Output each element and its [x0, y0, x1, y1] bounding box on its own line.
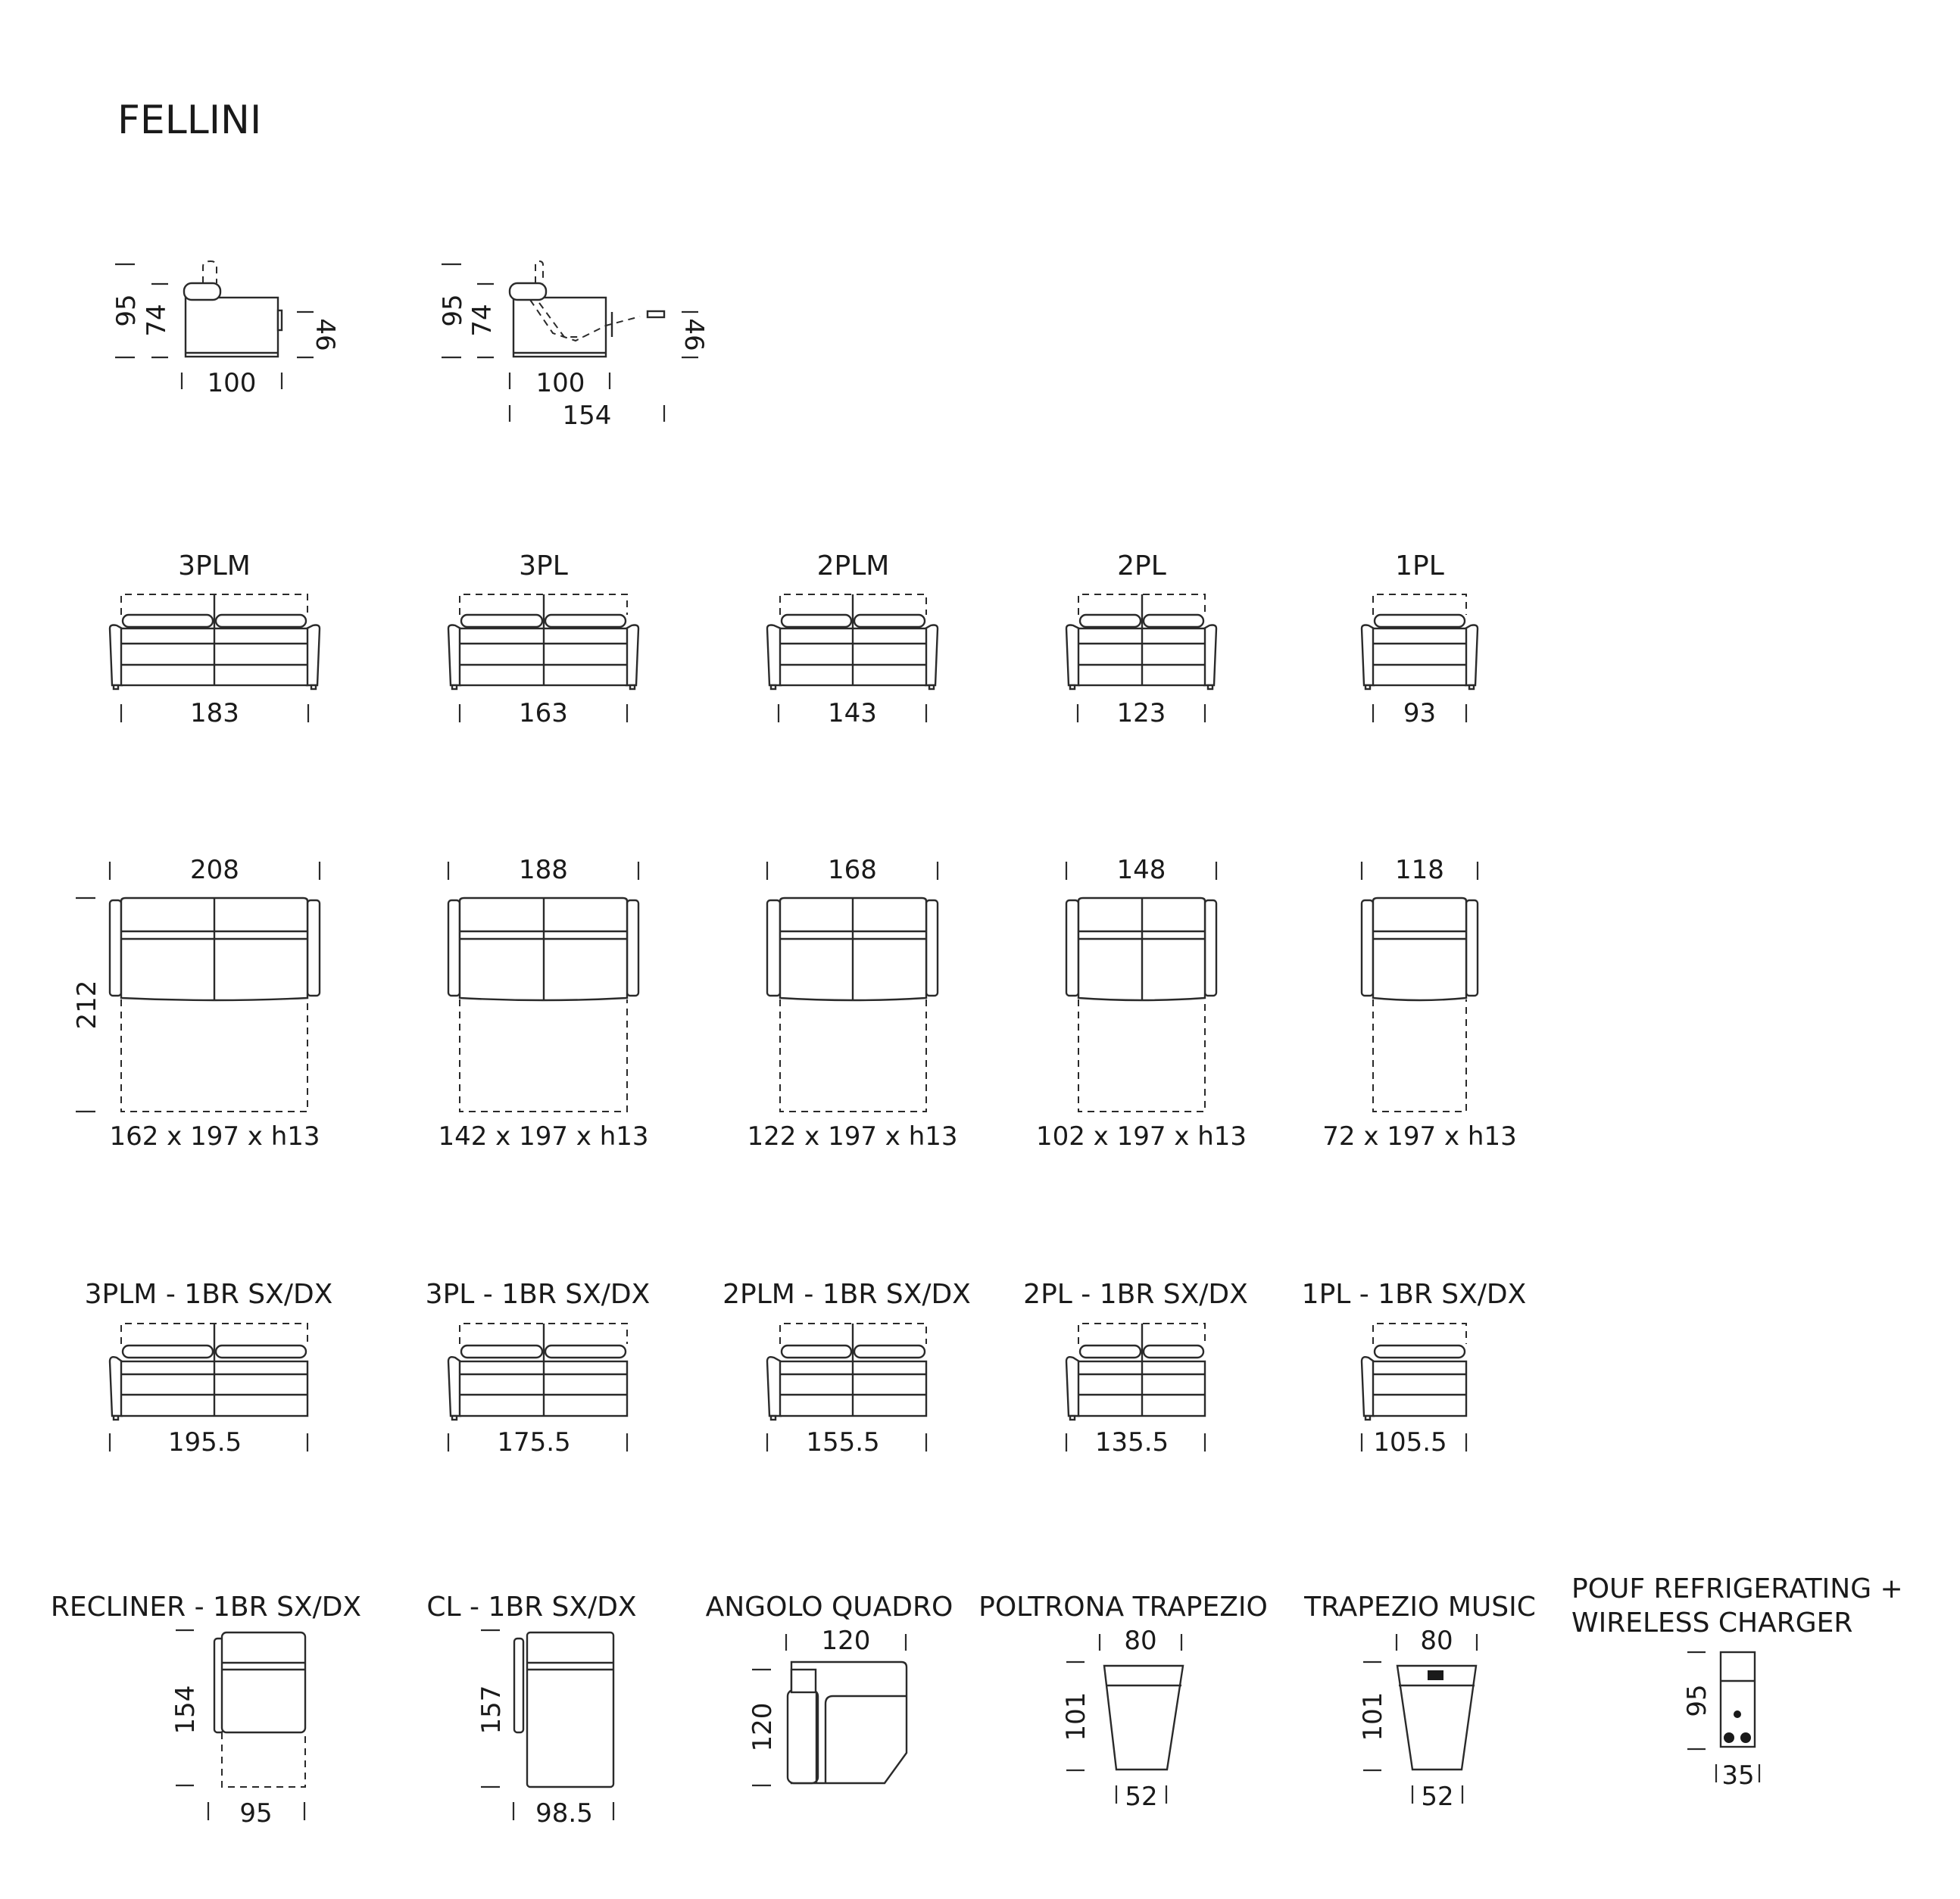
bed-view-item	[1036, 855, 1247, 1152]
bed-module-width: 118	[1395, 855, 1444, 885]
module-label: 1PL	[1395, 550, 1444, 582]
bed-size: 122 x 197 x h13	[747, 1121, 958, 1152]
bed-module-width: 188	[519, 855, 568, 885]
module-width: 143	[828, 698, 877, 728]
charger-dot-icon	[1740, 1732, 1751, 1743]
music-height: 101	[1358, 1692, 1388, 1742]
angolo-label: ANGOLO QUADRO	[705, 1592, 953, 1623]
foot	[630, 685, 635, 689]
headrest	[123, 615, 213, 627]
module-label: 3PLM	[178, 550, 251, 582]
foot	[311, 685, 316, 689]
headrest	[461, 1346, 542, 1358]
bed-outline	[121, 999, 307, 1112]
arm-right	[1466, 900, 1478, 996]
arm-left	[110, 900, 121, 996]
foot	[771, 685, 776, 689]
bed-module-width: 208	[190, 855, 239, 885]
bed-module-width: 168	[828, 855, 877, 885]
br-module-label: 3PL - 1BR SX/DX	[425, 1279, 651, 1310]
arm-left	[448, 625, 460, 686]
module-cl	[426, 1592, 636, 1829]
arm-left	[1066, 625, 1079, 686]
bed-outline	[1078, 999, 1205, 1112]
headrest	[1080, 1346, 1141, 1358]
foot	[1365, 1416, 1370, 1420]
bed-view-item	[438, 855, 648, 1152]
pouf-label-2: WIRELESS CHARGER	[1571, 1607, 1853, 1639]
br-view-item	[1302, 1279, 1527, 1458]
foot	[1365, 685, 1370, 689]
arm-left	[448, 900, 460, 996]
arm-left	[767, 1357, 781, 1416]
br-module-label: 2PL - 1BR SX/DX	[1023, 1279, 1248, 1310]
arm-left	[1362, 625, 1374, 686]
recl-height-arm: 74	[467, 304, 498, 337]
pouf-height: 95	[1682, 1684, 1712, 1717]
pouf-label-1: POUF REFRIGERATING +	[1571, 1573, 1903, 1604]
side-depth: 100	[207, 368, 257, 398]
front-view-item	[448, 550, 638, 728]
arm-left	[1362, 1357, 1374, 1416]
arm-right	[925, 625, 938, 686]
headrest	[1375, 1346, 1465, 1358]
foot	[1070, 685, 1075, 689]
headrest	[1144, 1346, 1203, 1358]
headrest	[461, 615, 542, 627]
br-view-item	[1023, 1279, 1248, 1458]
recl-depth-open: 154	[562, 401, 612, 431]
front-view-item	[767, 550, 938, 728]
module-width: 123	[1116, 698, 1166, 728]
arm-left	[1362, 900, 1373, 996]
side-view-reclined	[438, 261, 709, 431]
headrest	[123, 1346, 213, 1358]
front-view-item	[1066, 550, 1216, 728]
arm-right	[627, 900, 638, 996]
foot	[771, 1416, 776, 1420]
headrest	[1375, 615, 1465, 627]
arm-right	[1205, 900, 1216, 996]
row-front-views	[110, 550, 1478, 728]
arm-right	[1465, 625, 1478, 686]
recliner-depth: 154	[170, 1685, 201, 1735]
module-recliner	[51, 1592, 361, 1829]
bed-size: 142 x 197 x h13	[438, 1121, 649, 1152]
bed-view-item	[109, 855, 320, 1152]
recliner-width: 95	[239, 1798, 273, 1829]
recliner-label: RECLINER - 1BR SX/DX	[50, 1592, 362, 1623]
arm-right	[307, 900, 320, 996]
arm-left	[448, 1357, 460, 1416]
headrest	[854, 615, 925, 627]
headrest	[854, 1346, 925, 1358]
arm-right	[307, 625, 320, 686]
foot	[452, 1416, 457, 1420]
headrest	[216, 1346, 306, 1358]
front-view-item	[1362, 550, 1478, 728]
seat-top	[1373, 898, 1466, 1000]
headrest	[545, 1346, 626, 1358]
bed-outline	[460, 999, 627, 1112]
bed-view-item	[1322, 855, 1516, 1152]
bed-outline	[780, 999, 926, 1112]
foot	[1469, 685, 1474, 689]
music-top: 80	[1420, 1626, 1453, 1656]
angolo-width: 120	[821, 1626, 871, 1656]
arm-left	[110, 625, 122, 686]
charger-dot-icon	[1734, 1710, 1741, 1718]
row-bed-views	[72, 855, 1517, 1152]
row-1br-views	[85, 1279, 1527, 1458]
poltrona-label: POLTRONA TRAPEZIO	[978, 1592, 1268, 1623]
module-angolo-quadro	[706, 1592, 953, 1785]
module-pouf	[1571, 1573, 1903, 1791]
headrest	[782, 615, 851, 627]
br-view-item	[723, 1279, 971, 1458]
br-module-label: 2PLM - 1BR SX/DX	[723, 1279, 971, 1310]
foot	[1070, 1416, 1075, 1420]
module-trapezio-music	[1303, 1592, 1536, 1812]
angolo-depth: 120	[747, 1702, 778, 1752]
br-view-item	[426, 1279, 651, 1458]
recl-height-seat: 46	[679, 318, 709, 351]
arm-left	[1066, 1357, 1079, 1416]
seat-body	[1373, 1361, 1466, 1416]
headrest	[545, 615, 626, 627]
foot	[114, 685, 118, 689]
cl-width: 98.5	[535, 1798, 593, 1829]
bed-depth-label: 212	[72, 980, 102, 1030]
poltrona-height: 101	[1061, 1692, 1091, 1742]
recl-height-total: 95	[438, 294, 468, 327]
seat-body	[1373, 628, 1466, 685]
side-view-fixed	[111, 261, 340, 398]
charger-dot-icon	[1724, 1732, 1734, 1743]
headrest-raised-outline	[1373, 594, 1466, 615]
arm-left	[767, 625, 781, 686]
side-height-seat: 46	[310, 318, 340, 351]
bed-size: 102 x 197 x h13	[1035, 1121, 1247, 1152]
arm-left	[110, 1357, 122, 1416]
bed-module-width: 148	[1116, 855, 1166, 885]
pouf-width: 35	[1721, 1760, 1755, 1791]
module-label: 2PLM	[816, 550, 890, 582]
foot	[452, 685, 457, 689]
br-module-width: 105.5	[1373, 1427, 1447, 1458]
module-width: 93	[1403, 698, 1437, 728]
side-height-total: 95	[111, 294, 142, 327]
br-module-label: 3PLM - 1BR SX/DX	[84, 1279, 333, 1310]
headrest	[782, 1346, 851, 1358]
poltrona-bottom: 52	[1125, 1782, 1158, 1812]
side-height-arm: 74	[142, 304, 172, 337]
bed-outline	[1373, 999, 1466, 1112]
cl-label: CL - 1BR SX/DX	[426, 1592, 637, 1623]
br-module-width: 195.5	[167, 1427, 242, 1458]
bed-view-item	[747, 855, 957, 1152]
music-bottom: 52	[1421, 1782, 1454, 1812]
arm-left	[767, 900, 780, 996]
headrest	[216, 615, 306, 627]
br-module-width: 135.5	[1094, 1427, 1169, 1458]
br-module-label: 1PL - 1BR SX/DX	[1301, 1279, 1527, 1310]
front-view-item	[110, 550, 320, 728]
module-label: 2PL	[1117, 550, 1166, 582]
module-width: 183	[190, 698, 239, 728]
arm-left	[1066, 900, 1078, 996]
poltrona-top: 80	[1124, 1626, 1157, 1656]
cl-depth: 157	[476, 1685, 507, 1735]
speaker-icon	[1428, 1670, 1443, 1680]
foot	[114, 1416, 118, 1420]
br-module-width: 175.5	[497, 1427, 571, 1458]
module-label: 3PL	[519, 550, 568, 582]
page-title: FELLINI	[117, 98, 262, 143]
br-module-width: 155.5	[806, 1427, 880, 1458]
arm-right	[926, 900, 938, 996]
bed-size: 72 x 197 x h13	[1322, 1121, 1517, 1152]
module-poltrona-trapezio	[978, 1592, 1268, 1812]
arm-right	[626, 625, 638, 686]
arm-right	[1204, 625, 1216, 686]
recl-depth: 100	[535, 368, 585, 398]
headrest	[1080, 615, 1141, 627]
music-label: TRAPEZIO MUSIC	[1304, 1592, 1536, 1623]
bed-size: 162 x 197 x h13	[109, 1121, 320, 1152]
headrest-raised-outline	[1373, 1324, 1466, 1344]
headrest	[1144, 615, 1203, 627]
module-width: 163	[519, 698, 568, 728]
foot	[1208, 685, 1213, 689]
br-view-item	[85, 1279, 333, 1458]
foot	[929, 685, 934, 689]
